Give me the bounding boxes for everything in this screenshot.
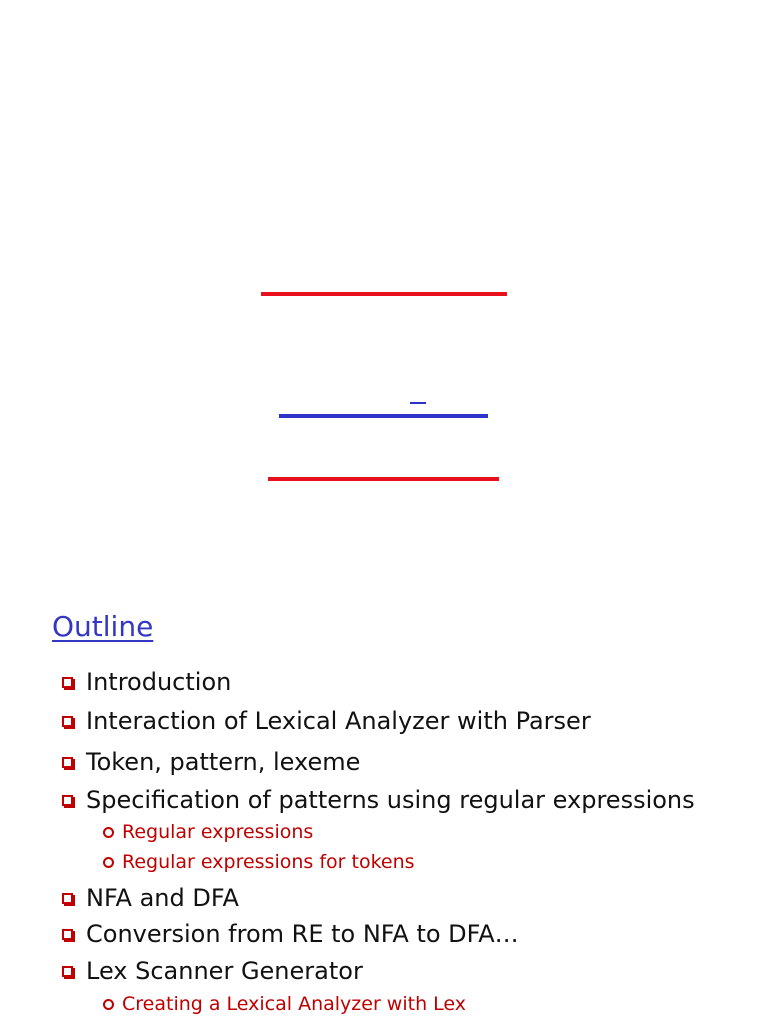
outline-item-label: Interaction of Lexical Analyzer with Parser (86, 707, 591, 735)
outline-item-introduction (62, 667, 231, 697)
outline-subitem-regular-expressions (103, 820, 313, 844)
outline-item-token (62, 747, 360, 777)
title-slide-red-rule-top (261, 292, 507, 296)
circle-bullet-icon (103, 857, 114, 868)
outline-item-label: Introduction (86, 668, 232, 696)
outline-item-label: Conversion from RE to NFA to DFA… (86, 920, 519, 948)
square-bullet-icon (62, 966, 73, 977)
outline-subitem-label: Regular expressions for tokens (122, 851, 415, 873)
outline-item-interaction (62, 706, 591, 736)
square-bullet-icon (62, 757, 73, 768)
title-slide-blue-rule (279, 414, 488, 418)
title-slide-blue-rule-short (410, 402, 426, 404)
outline-item-label: NFA and DFA (86, 884, 239, 912)
outline-subitem-label: Regular expressions (122, 821, 314, 843)
outline-item-label: Lex Scanner Generator (86, 957, 363, 985)
title-slide-red-rule-bottom (268, 477, 499, 481)
square-bullet-icon (62, 795, 73, 806)
outline-subitem-creating-lexer (103, 992, 466, 1016)
square-bullet-icon (62, 677, 73, 688)
outline-title: Outline (52, 610, 154, 643)
circle-bullet-icon (103, 999, 114, 1010)
outline-subitem-regex-tokens (103, 850, 415, 874)
square-bullet-icon (62, 893, 73, 904)
outline-item-label: Token, pattern, lexeme (86, 748, 361, 776)
square-bullet-icon (62, 929, 73, 940)
outline-item-label: Specification of patterns using regular expressions (86, 786, 695, 814)
outline-item-conversion (62, 919, 519, 949)
outline-item-lex (62, 956, 363, 986)
circle-bullet-icon (103, 827, 114, 838)
outline-item-nfa-dfa (62, 883, 239, 913)
outline-item-specification (62, 785, 695, 815)
outline-subitem-label: Creating a Lexical Analyzer with Lex (122, 993, 467, 1015)
square-bullet-icon (62, 716, 73, 727)
